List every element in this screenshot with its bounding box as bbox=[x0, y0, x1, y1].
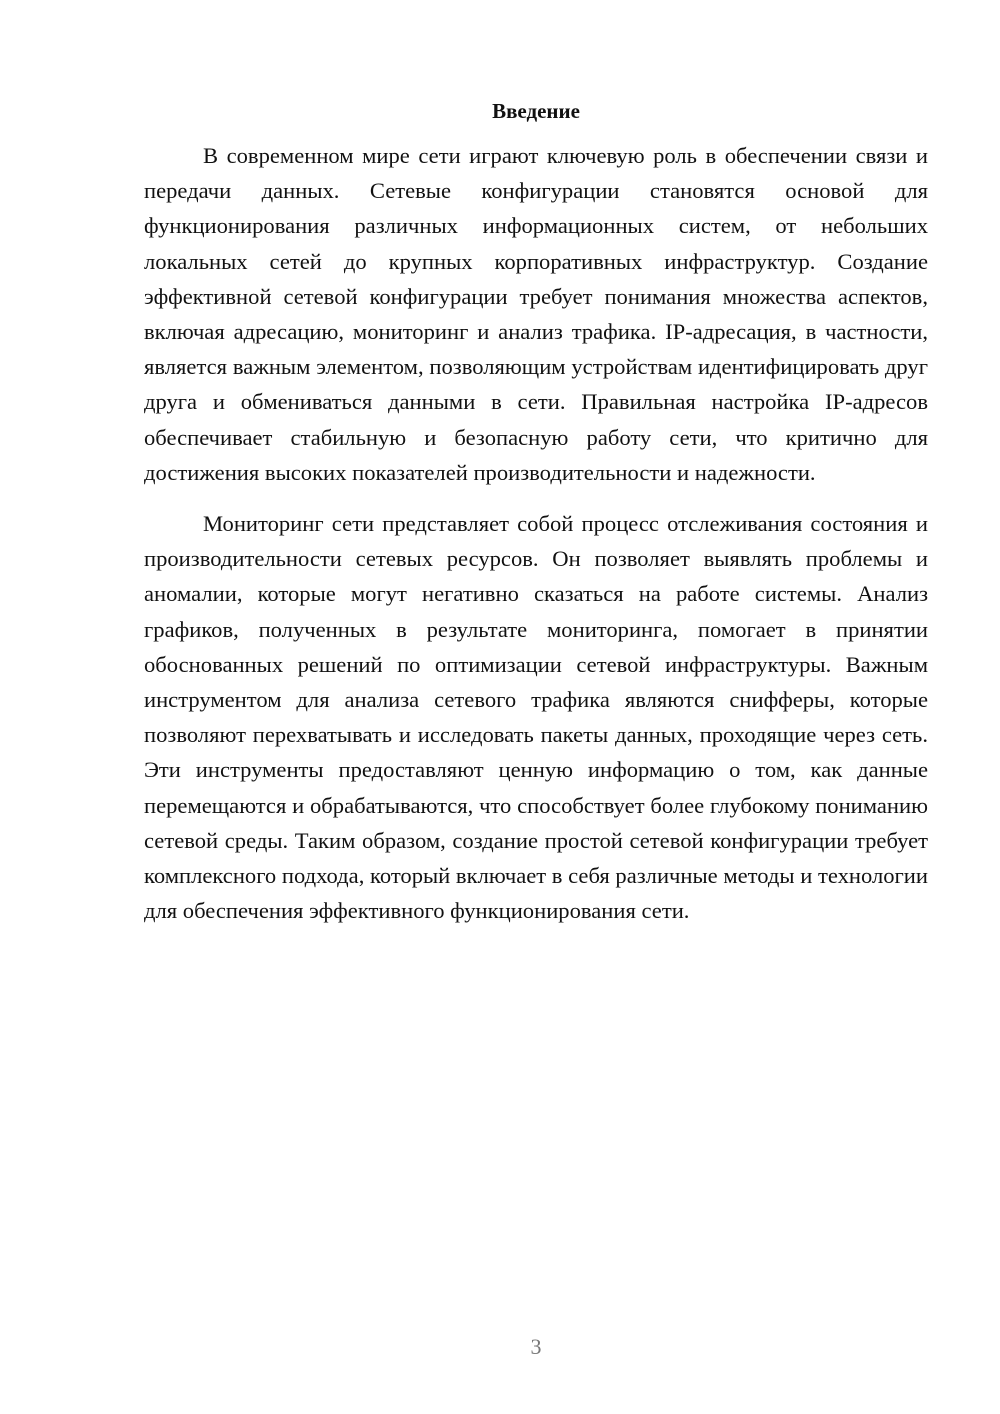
paragraph: В современном мире сети играют ключевую роль в обеспечении связи и передачи данных. Сетевые конфигурации становятся основой для функционирования различных информационных систем, от небольших локальных сетей до крупных корпоративных инфраструктур. Создание эффективной сетевой конфигурации требует понимания множества аспектов, включая адресацию, мониторинг и анализ трафика. IP-адресация, в частности, является важным элементом, позволяющим устройствам идентифицировать друг друга и обмениваться данными в сети. Правильная настройка IP-адресов обеспечивает стабильную и безопасную работу сети, что критично для достижения высоких показателей производительности и надежности. bbox=[144, 143, 928, 485]
page-number: 3 bbox=[530, 1334, 542, 1359]
paragraph: Мониторинг сети представляет собой процесс отслеживания состояния и производительности сетевых ресурсов. Он позволяет выявлять проблемы и аномалии, которые могут негативно сказаться на работе системы. Анализ графиков, полученных в результате мониторинга, помогает в принятии обоснованных решений по оптимизации сетевой инфраструктуры. Важным инструментом для анализа сетевого трафика являются снифферы, которые позволяют перехватывать и исследовать пакеты данных, проходящие через сеть. Эти инструменты предоставляют ценную информацию о том, как данные перемещаются и обрабатываются, что способствует более глубокому пониманию сетевой среды. Таким образом, создание простой сетевой конфигурации требует комплексного подхода, который включает в себя различные методы и технологии для обеспечения эффективного функционирования сети. bbox=[144, 511, 928, 924]
page-content bbox=[144, 96, 928, 928]
section-title: Введение bbox=[492, 99, 580, 123]
